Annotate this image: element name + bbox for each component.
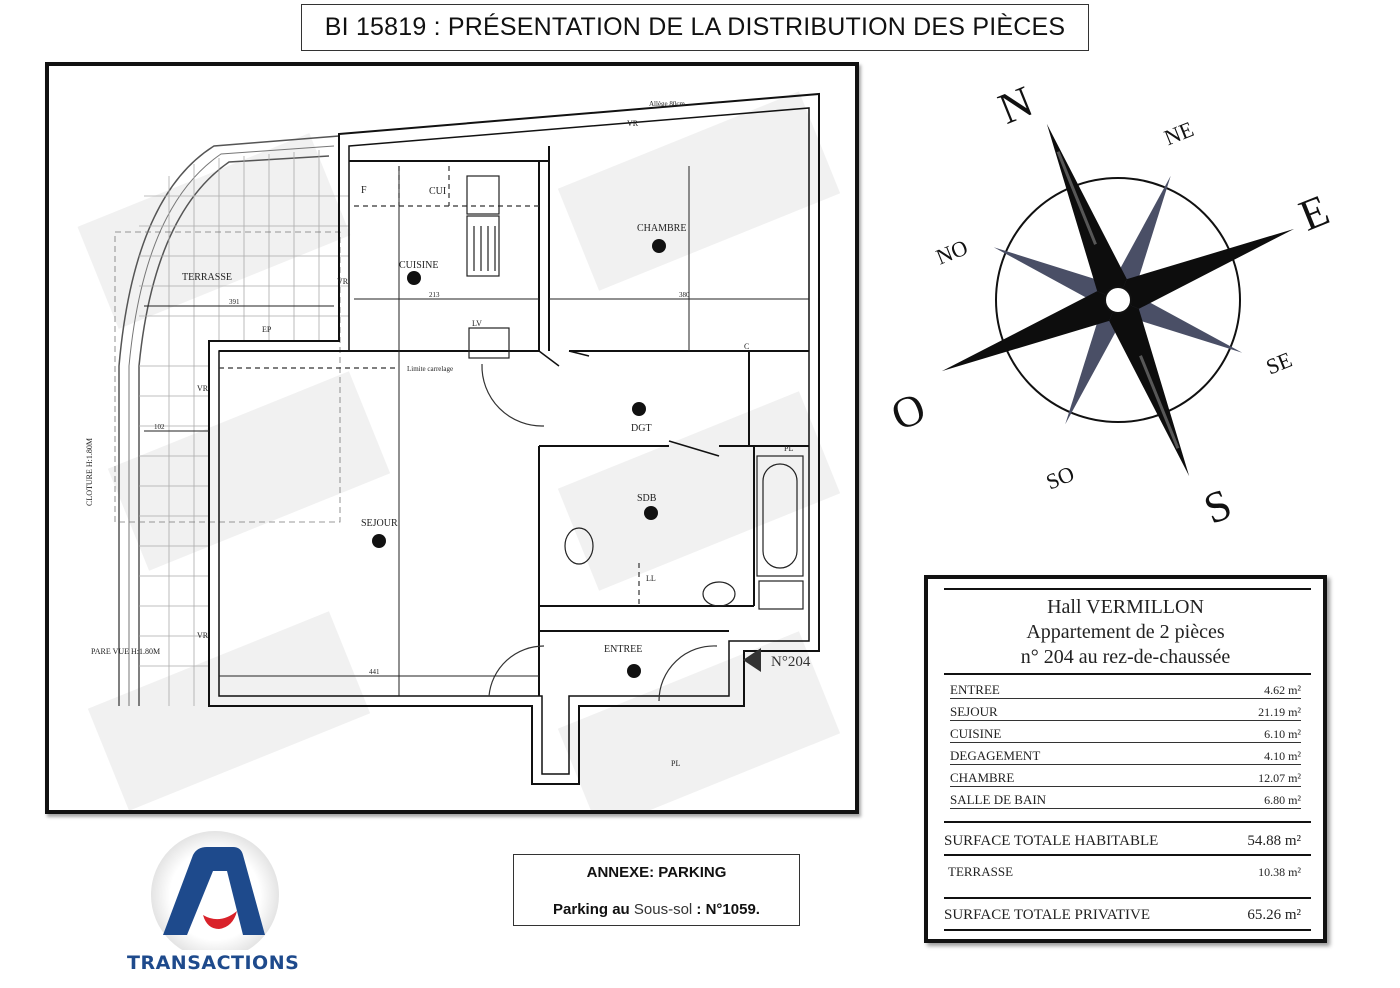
- annex-title: ANNEXE: PARKING: [586, 864, 727, 881]
- label-ep: EP: [262, 325, 272, 334]
- table-row: [950, 699, 1301, 721]
- room-area: 6.80 m²: [1264, 793, 1301, 807]
- light-icon: [644, 506, 658, 520]
- room-label-sdb: SDB: [637, 493, 657, 504]
- label-pl: PL: [784, 444, 794, 453]
- kitchen-fixtures: [467, 176, 509, 358]
- table-row: [950, 743, 1301, 765]
- terrasse-value: 10.38 m²: [1258, 864, 1301, 879]
- parking-annex: [513, 854, 800, 926]
- light-icon: [372, 534, 386, 548]
- room-label-sejour: SEJOUR: [361, 518, 398, 529]
- room-name: ENTREE: [950, 682, 1000, 697]
- table-row: [950, 677, 1301, 699]
- room-name: CHAMBRE: [950, 770, 1015, 785]
- apartment-type: Appartement de 2 pièces: [1026, 621, 1225, 643]
- room-name: SALLE DE BAIN: [950, 792, 1047, 807]
- dim-213: 213: [429, 291, 440, 299]
- room-label-terrasse: TERRASSE: [182, 272, 233, 283]
- compass-o: O: [884, 382, 933, 441]
- habitable-value: 54.88 m²: [1247, 833, 1301, 849]
- room-name: CUISINE: [950, 726, 1002, 741]
- compass-n: N: [991, 76, 1040, 134]
- label-vr: VR: [197, 631, 209, 640]
- divider: [944, 588, 1311, 590]
- room-label-chambre: CHAMBRE: [637, 223, 687, 234]
- apartment-unit: n° 204 au rez-de-chaussée: [1020, 646, 1231, 668]
- label-f: F: [361, 185, 367, 196]
- label-cloture: CLOTURE H:1.80M: [85, 438, 94, 506]
- room-label-cuisine: CUISINE: [399, 260, 439, 271]
- compass-ne: NE: [1160, 116, 1198, 151]
- light-icon: [407, 271, 421, 285]
- annex-number: : N°1059.: [692, 901, 760, 918]
- label-allege: Allège 80cm: [649, 100, 685, 108]
- light-icon: [652, 239, 666, 253]
- label-pl: PL: [671, 759, 681, 768]
- company-logo: [115, 825, 315, 985]
- surface-table: [924, 575, 1327, 943]
- room-area: 21.19 m²: [1258, 705, 1301, 719]
- dim-102: 102: [154, 423, 165, 431]
- room-label-dgt: DGT: [631, 423, 652, 434]
- room-name: SEJOUR: [950, 704, 998, 719]
- room-area: 4.10 m²: [1264, 749, 1301, 763]
- room-label-entree: ENTREE: [604, 644, 643, 655]
- privative-value: 65.26 m²: [1247, 907, 1301, 923]
- floor-plan: [45, 62, 859, 814]
- divider: [944, 821, 1311, 823]
- label-vr: VR: [337, 277, 349, 286]
- terrasse-row: [948, 864, 1301, 880]
- table-row: [950, 787, 1301, 809]
- label-limite-carrelage: Limite carrelage: [407, 365, 454, 373]
- label-c: C: [744, 342, 750, 351]
- privative-total-row: [944, 907, 1301, 924]
- unit-marker: N°204: [771, 654, 811, 670]
- label-lv: LV: [472, 319, 482, 328]
- compass-s: S: [1197, 479, 1239, 534]
- label-vr: VR: [197, 384, 209, 393]
- annex-prefix: Parking au: [553, 901, 634, 918]
- terrasse-label: TERRASSE: [948, 864, 1014, 879]
- annex-location: Sous-sol: [633, 901, 693, 918]
- page-title: BI 15819 : PRÉSENTATION DE LA DISTRIBUTION DES PIÈCES: [301, 4, 1089, 51]
- light-icon: [632, 402, 646, 416]
- privative-label: SURFACE TOTALE PRIVATIVE: [944, 907, 1151, 923]
- divider: [944, 929, 1311, 931]
- logo-brand: TRANSACTIONS: [127, 952, 300, 974]
- label-vr: VR: [627, 119, 639, 128]
- room-area: 12.07 m²: [1258, 771, 1301, 785]
- table-row: [950, 721, 1301, 743]
- dim-391: 391: [229, 298, 240, 306]
- ceiling-lights: [372, 239, 666, 678]
- compass-se: SE: [1262, 346, 1296, 380]
- compass-rose-icon: [880, 60, 1360, 540]
- habitable-label: SURFACE TOTALE HABITABLE: [944, 833, 1159, 849]
- label-ll: LL: [646, 574, 656, 583]
- logo-a-icon: [115, 825, 315, 950]
- dim-441: 441: [369, 668, 380, 676]
- light-icon: [627, 664, 641, 678]
- label-pare-vue: PARE VUE H:1.80M: [91, 647, 161, 656]
- building-name: Hall VERMILLON: [1047, 596, 1204, 618]
- dim-380: 380: [679, 291, 690, 299]
- room-area: 4.62 m²: [1264, 683, 1301, 697]
- compass-so: SO: [1042, 460, 1078, 495]
- compass-no: NO: [932, 234, 972, 270]
- habitable-total-row: [944, 833, 1301, 850]
- room-area: 6.10 m²: [1264, 727, 1301, 741]
- divider: [944, 673, 1311, 675]
- room-name: DEGAGEMENT: [950, 748, 1041, 763]
- floor-plan-drawing: [49, 66, 855, 810]
- label-cui: CUI: [429, 186, 447, 197]
- annex-line: [514, 901, 799, 918]
- divider: [944, 854, 1311, 856]
- compass-e: E: [1292, 185, 1336, 241]
- divider: [944, 897, 1311, 899]
- table-row: [950, 765, 1301, 787]
